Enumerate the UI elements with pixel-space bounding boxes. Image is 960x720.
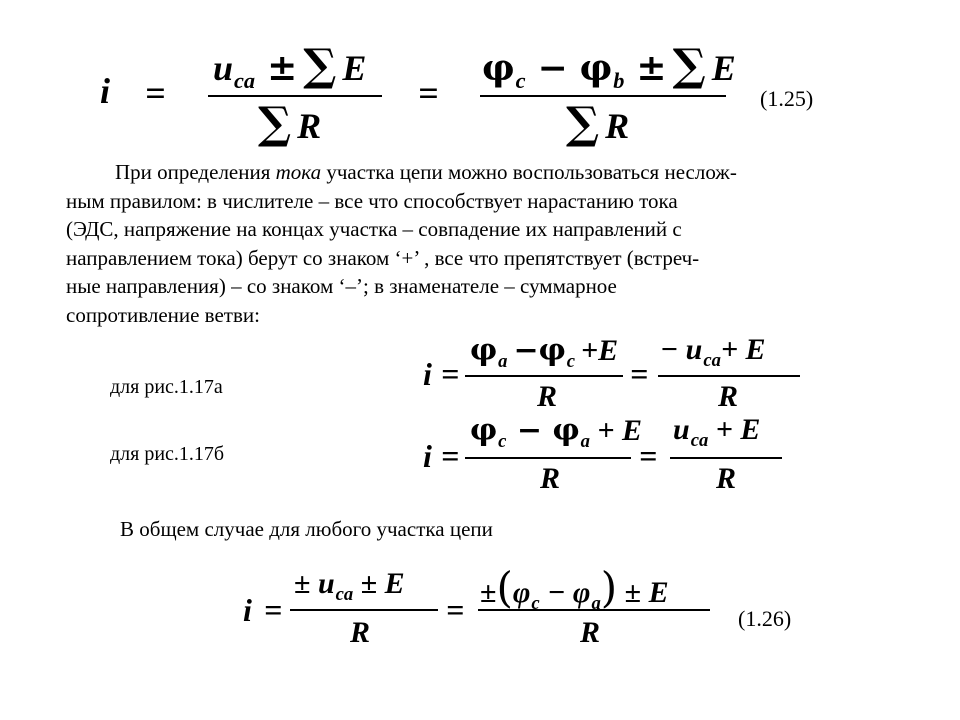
equals-sign: = <box>145 73 166 113</box>
equals-sign-2: = <box>639 438 658 474</box>
emf-e: E <box>342 48 367 88</box>
denominator-r: R <box>580 616 601 649</box>
denominator-sum-r <box>566 98 629 149</box>
numerator-2 <box>480 563 669 615</box>
explanation-paragraph <box>66 158 926 330</box>
plus-minus-emf: ± E <box>353 567 405 600</box>
denominator-r: R <box>540 462 561 495</box>
denominator-r: R <box>350 616 371 649</box>
emphasis-current: тока <box>275 160 322 184</box>
equation-number: (1.26) <box>738 606 792 631</box>
minus-sign: − <box>537 47 568 89</box>
numerator-voltage-emf <box>213 40 367 94</box>
denominator-r: R <box>718 380 739 413</box>
fraction-bar <box>670 457 782 459</box>
paragraph-line: ные направления) – со знаком ‘–’; в знаменателе – суммарное <box>66 274 617 299</box>
equals-sign: = <box>264 592 283 628</box>
phi-symbol: φ <box>470 413 498 448</box>
equals-sign: = <box>441 438 460 474</box>
fraction-bar <box>465 457 631 459</box>
sum-symbol: ∑ <box>566 98 600 149</box>
phi-symbol: φ <box>572 576 591 609</box>
phi-symbol: φ <box>482 47 515 89</box>
plus-emf: + E <box>708 413 761 446</box>
phi-symbol: φ <box>470 333 498 368</box>
phi-symbol: φ <box>552 413 580 448</box>
numerator <box>470 333 619 373</box>
fraction-bar <box>480 95 726 97</box>
plus-emf: + E <box>589 414 643 447</box>
sum-symbol: ∑ <box>303 40 337 91</box>
numerator-potentials-emf <box>482 40 736 94</box>
subscript-c: c <box>515 68 526 94</box>
minus-voltage: − u <box>660 333 703 366</box>
paragraph-line: (ЭДС, напряжение на концах участка – совпадение их направлений с <box>66 217 682 242</box>
equals-sign-2: = <box>630 356 649 392</box>
voltage-u: u <box>213 48 234 88</box>
general-case-text: В общем случае для любого участка цепи <box>120 517 493 541</box>
subscript-ca: ca <box>335 584 354 606</box>
subscript-ca: ca <box>690 430 709 452</box>
plus-emf: + E <box>720 333 766 366</box>
subscript: c <box>566 351 576 373</box>
subscript: a <box>498 351 508 373</box>
subscript-a: a <box>591 593 601 615</box>
current-symbol: i <box>100 71 111 111</box>
plus-minus-emf: ± E <box>617 576 669 609</box>
equation-number: (1.25) <box>760 86 814 111</box>
denominator-sum-r <box>258 98 321 149</box>
subscript-ca: ca <box>234 68 256 94</box>
subscript-c: c <box>531 593 540 615</box>
subscript-b: b <box>613 68 625 94</box>
left-paren: ( <box>496 563 513 612</box>
fraction-bar <box>658 375 800 377</box>
resistance-r: R <box>297 106 322 146</box>
text-run: При определения <box>115 160 276 184</box>
text-run: участка цепи можно воспользоваться неслож- <box>321 160 737 184</box>
fraction-bar <box>290 609 438 611</box>
minus-sign: − <box>513 333 539 368</box>
right-paren: ) <box>600 563 618 612</box>
subscript-ca: ca <box>703 350 721 372</box>
paragraph-line: направлением тока) берут со знаком ‘+’ , все что препятствует (встреч- <box>66 245 700 270</box>
label-fig-1-17a: для рис.1.17а <box>110 376 223 398</box>
sum-symbol: ∑ <box>672 40 706 91</box>
paragraph-line: сопротивление ветви: <box>66 302 260 327</box>
label-fig-1-17b: для рис.1.17б <box>110 443 225 465</box>
plus-minus: ± <box>267 47 298 89</box>
plus-emf: +E <box>581 334 619 367</box>
current-symbol: i <box>243 592 252 628</box>
paragraph-line: ным правилом: в числителе – все что способствует нарастанию тока <box>66 188 678 213</box>
numerator <box>294 567 405 606</box>
resistance-r: R <box>605 106 630 146</box>
numerator <box>470 413 643 453</box>
current-symbol: i <box>423 356 432 392</box>
minus-sign: − <box>506 413 553 448</box>
current-symbol: i <box>423 438 432 474</box>
subscript: a <box>580 431 590 453</box>
numerator-2 <box>660 333 766 372</box>
fraction-bar <box>465 375 623 377</box>
fraction-bar <box>478 609 710 611</box>
minus-sign: − <box>539 576 573 609</box>
phi-symbol: φ <box>538 333 566 368</box>
equals-sign-2: = <box>418 73 439 113</box>
phi-symbol: φ <box>512 576 531 609</box>
sum-symbol: ∑ <box>258 98 292 149</box>
paragraph-line <box>66 158 926 187</box>
denominator-r: R <box>537 380 558 413</box>
voltage-u: u <box>673 413 690 446</box>
plus-minus: ± <box>636 47 667 89</box>
phi-symbol: φ <box>579 47 613 89</box>
emf-e: E <box>711 48 736 88</box>
plus-minus-voltage: ± u <box>294 567 335 600</box>
denominator-r: R <box>716 462 737 495</box>
plus-minus: ± <box>480 576 497 609</box>
equals-sign-2: = <box>446 592 465 628</box>
numerator-2 <box>673 413 761 452</box>
equals-sign: = <box>441 356 460 392</box>
fraction-bar <box>208 95 382 97</box>
subscript: c <box>498 431 507 453</box>
